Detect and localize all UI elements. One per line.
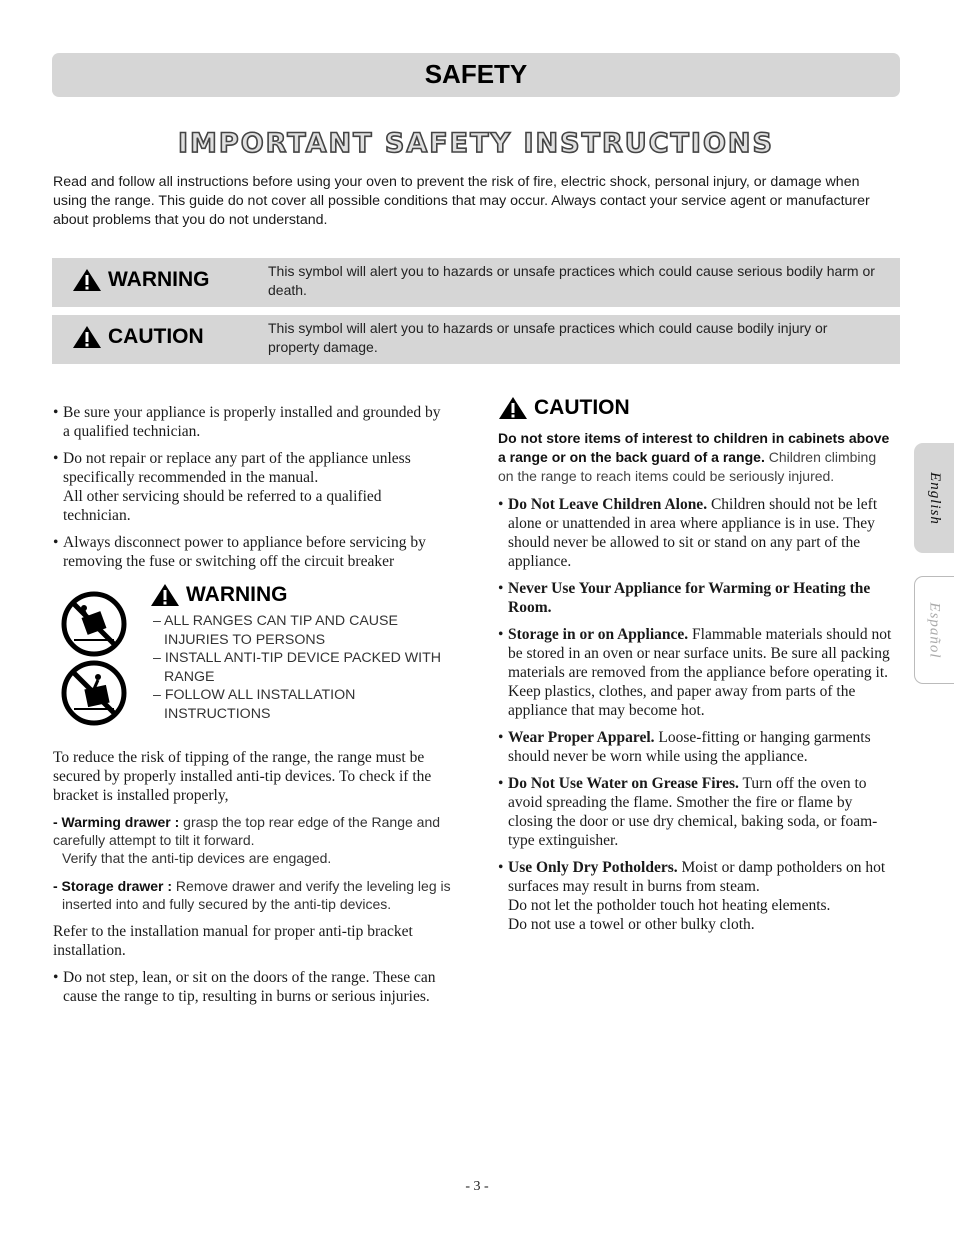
caution-heading: CAUTION	[498, 396, 898, 420]
caution-symbol-label	[72, 325, 204, 349]
list-item: INJURIES TO PERSONS	[164, 631, 326, 648]
warning-triangle-icon	[150, 583, 180, 607]
intro-paragraph: Read and follow all instructions before using your oven to prevent the risk of fire, electric shock, personal injury, or damage when using the range. This guide do not cover all possible conditions that may occur. Always contact your service agent or manufacturer about problems that you do not understand.	[53, 174, 870, 228]
warning-triangle-icon	[498, 396, 528, 420]
tip-warning-heading: WARNING	[150, 583, 450, 607]
list-item: – FOLLOW ALL INSTALLATION	[153, 687, 356, 704]
list-item: • Do Not Leave Children Alone. Children should not be left alone or unattended in area where appliance is in use. They should never be allowed to sit or stand on any part of the appliance.	[498, 496, 878, 570]
warning-symbol-label	[72, 268, 210, 292]
list-item: RANGE	[164, 668, 215, 685]
caution-paragraph: Do not store items of interest to children in cabinets above a range or on the back guard of a range. Children climbing on the range to reach items could be seriously injured.	[498, 430, 890, 484]
tab-english-label: English	[926, 471, 943, 525]
warning-label-text: WARNING	[108, 268, 210, 291]
warning-description: This symbol will alert you to hazards or unsafe practices which could cause serious bodily harm or death.	[268, 263, 875, 298]
caution-symbol-box	[52, 315, 900, 364]
left-column	[53, 403, 448, 571]
list-item: INSTRUCTIONS	[164, 705, 271, 722]
warning-symbol-box	[52, 258, 900, 307]
tip-warning-block	[150, 583, 450, 724]
tip-warning-list	[153, 612, 450, 724]
list-item: • Do Not Use Water on Grease Fires. Turn off the oven to avoid spreading the flame. Smother the fire or flame by closing the door or use dry chemical, baking soda, or foam-type extinguisher.	[498, 775, 878, 849]
caution-list	[498, 495, 898, 934]
tab-espanol[interactable]	[914, 576, 954, 684]
no-tip-range-icon	[60, 590, 128, 658]
caution-description: This symbol will alert you to hazards or unsafe practices which could cause bodily injury or property damage.	[268, 320, 828, 355]
list-item: • Do not step, lean, or sit on the doors of the range. These can cause the range to tip, resulting in burns or serious injuries.	[53, 969, 436, 1005]
list-item: • Storage in or on Appliance. Flammable materials should not be stored in an oven or near surface units. Be sure all packing materials are removed from the appliance before operating it. Keep plastics, clothes, and paper away from parts of the appliance that may become hot.	[498, 626, 892, 719]
list-item: • Wear Proper Apparel. Loose-fitting or hanging garments should never be worn while using the appliance.	[498, 729, 871, 765]
page-subtitle: IMPORTANT SAFETY INSTRUCTIONS	[178, 128, 774, 159]
refer-paragraph: Refer to the installation manual for proper anti-tip bracket installation.	[53, 923, 413, 959]
right-column	[498, 396, 898, 934]
list-item: • Always disconnect power to appliance before servicing by removing the fuse or switching off the circuit breaker	[53, 534, 426, 570]
anti-tip-section	[53, 748, 453, 1006]
warming-drawer-item: - Warming drawer : grasp the top rear edge of the Range and carefully attempt to tilt it forward. Verify that the anti-tip devices are engaged.	[53, 814, 441, 866]
storage-drawer-item: - Storage drawer : Remove drawer and verify the leveling leg is inserted into and fully secured by the anti-tip devices.	[53, 878, 451, 912]
caution-label-text: CAUTION	[108, 325, 204, 348]
list-item: – ALL RANGES CAN TIP AND CAUSE	[153, 613, 398, 629]
tab-espanol-label: Español	[927, 601, 944, 659]
no-climb-range-icon	[60, 659, 128, 727]
page-number: - 3 -	[465, 1179, 489, 1194]
tab-english[interactable]	[914, 443, 954, 553]
list-item: • Be sure your appliance is properly installed and grounded by a qualified technician.	[53, 404, 441, 440]
section-header	[52, 53, 900, 97]
tip-paragraph: To reduce the risk of tipping of the range, the range must be secured by properly installed anti-tip devices. To check if the bracket is installed properly,	[53, 749, 432, 804]
list-item: • Never Use Your Appliance for Warming or Heating the Room.	[498, 580, 871, 616]
warning-triangle-icon	[72, 325, 102, 349]
warning-triangle-icon	[72, 268, 102, 292]
list-item: • Do not repair or replace any part of the appliance unless specifically recommended in the manual. All other servicing should be referred to a qualified technician.	[53, 450, 411, 524]
list-item: – INSTALL ANTI-TIP DEVICE PACKED WITH	[153, 650, 442, 667]
list-item: • Use Only Dry Potholders. Moist or damp potholders on hot surfaces may result in burns from steam. Do not let the potholder touch hot heating elements. Do not use a towel or other bulky cloth.	[498, 859, 886, 933]
section-title: SAFETY	[424, 59, 528, 89]
